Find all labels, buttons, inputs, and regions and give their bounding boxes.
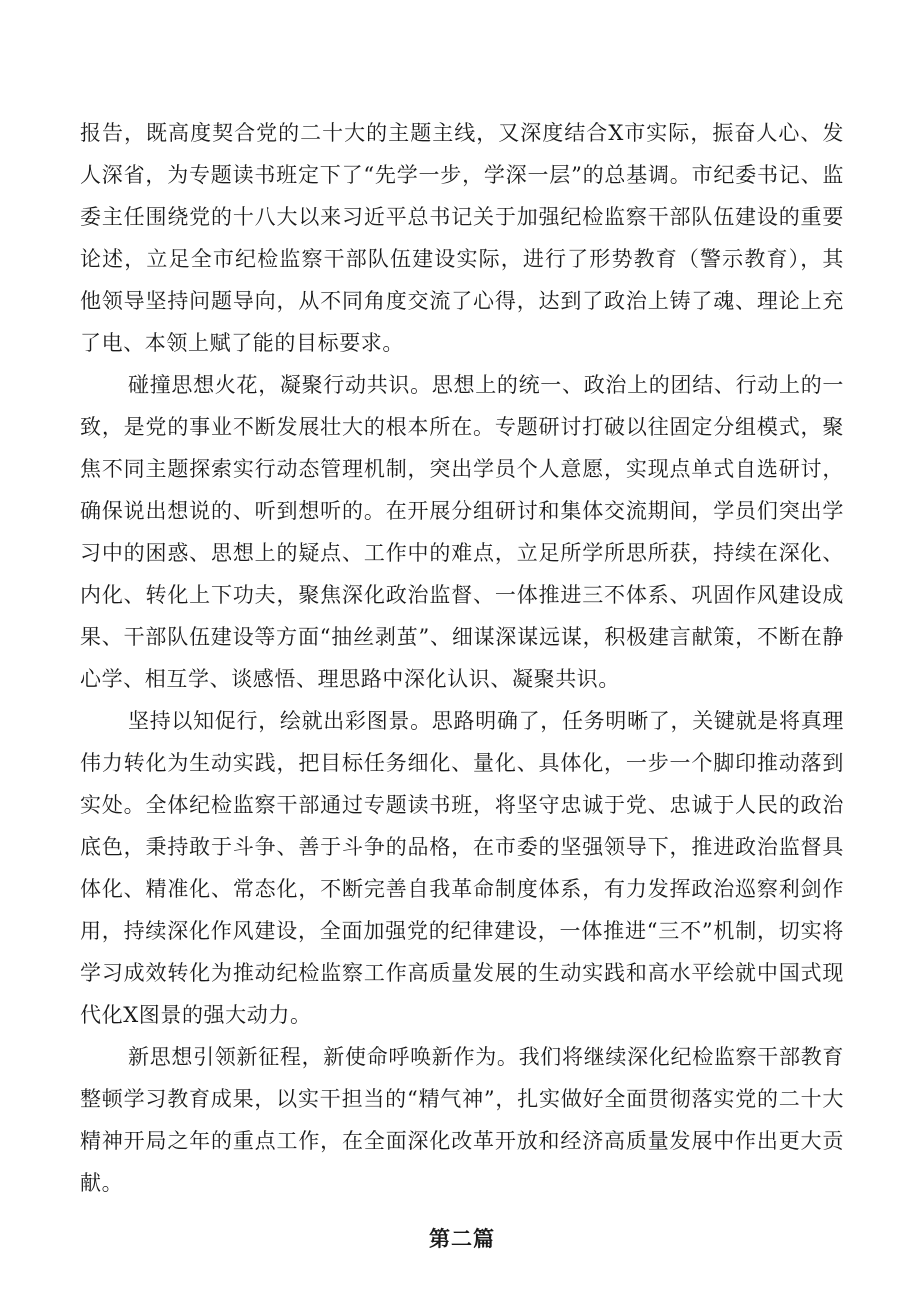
paragraph-3: 坚持以知促行，绘就出彩图景。思路明确了，任务明晰了，关键就是将真理伟力转化为生动实践，把目标任务细化、量化、具体化，一步一个脚印推动落到实处。全体纪检监察干部通过专题读书班，将坚守忠诚于党、忠诚于人民的政治底色，秉持敢于斗争、善于斗争的品格，在市委的坚强领导下，推进政治监督具体化、精准化、常态化，不断完善自我革命制度体系，有力发挥政治巡察利剑作用，持续深化作风建设，全面加强党的纪律建设，一体推进“三不”机制，切实将学习成效转化为推动纪检监察工作高质量发展的生动实践和高水平绘就中国式现代化X图景的强大动力。: [80, 709, 844, 1027]
paragraph-2: 碰撞思想火花，凝聚行动共识。思想上的统一、政治上的团结、行动上的一致，是党的事业不断发展壮大的根本所在。专题研讨打破以往固定分组模式，聚焦不同主题探索实行动态管理机制，突出学员个人意愿，实现点单式自选研讨，确保说出想说的、听到想听的。在开展分组研讨和集体交流期间，学员们突出学习中的困惑、思想上的疑点、工作中的难点，立足所学所思所获，持续在深化、内化、转化上下功夫，聚焦深化政治监督、一体推进三不体系、巩固作风建设成果、干部队伍建设等方面“抽丝剥茧”、细谋深谋远谋，积极建言献策，不断在静心学、相互学、谈感悟、理思路中深化认识、凝聚共识。: [80, 373, 844, 691]
section-title: 第二篇: [429, 1226, 495, 1251]
document-page: [80, 112, 844, 1260]
paragraph-1: 报告，既高度契合党的二十大的主题主线，又深度结合X市实际，振奋人心、发人深省，为专题读书班定下了“先学一步，学深一层”的总基调。市纪委书记、监委主任围绕党的十八大以来习近平总书记关于加强纪检监察干部队伍建设的重要论述，立足全市纪检监察干部队伍建设实际，进行了形势教育（警示教育），其他领导坚持问题导向，从不同角度交流了心得，达到了政治上铸了魂、理论上充了电、本领上赋了能的目标要求。: [80, 121, 844, 355]
paragraph-4: 新思想引领新征程，新使命呼唤新作为。我们将继续深化纪检监察干部教育整顿学习教育成果，以实干担当的“精气神”，扎实做好全面贯彻落实党的二十大精神开局之年的重点工作，在全面深化改革开放和经济高质量发展中作出更大贡献。: [80, 1045, 844, 1195]
